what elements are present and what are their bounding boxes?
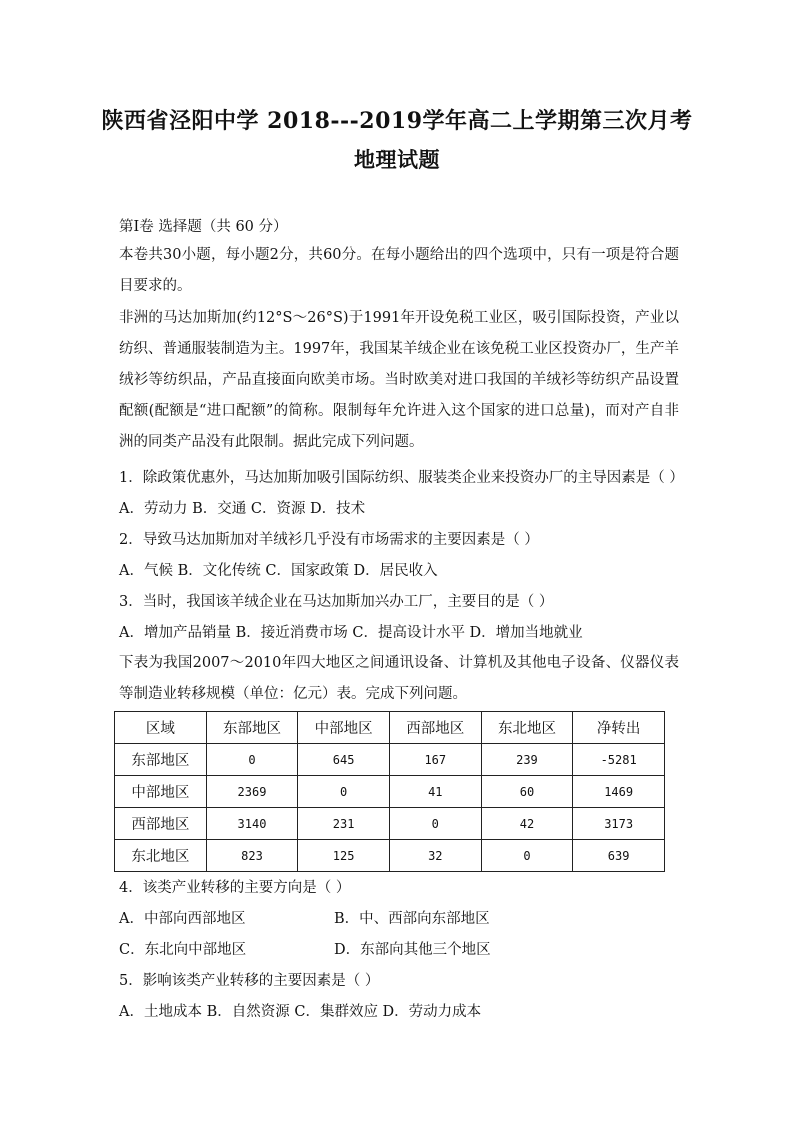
table-header-cell: 东北地区	[481, 712, 573, 744]
question-4-option-b: B．中、西部向东部地区	[334, 911, 490, 927]
question-2-stem: 2．导致马达加斯加对羊绒衫几乎没有市场需求的主要因素是（ ）	[119, 532, 539, 548]
table-cell: 60	[481, 776, 573, 808]
table-row	[115, 744, 665, 776]
table-header-cell: 中部地区	[298, 712, 390, 744]
table-header-row	[115, 712, 665, 744]
question-5-stem: 5．影响该类产业转移的主要因素是（ ）	[119, 973, 380, 989]
table-header-cell: 净转出	[573, 712, 665, 744]
question-1-options: A．劳动力 B．交通 C．资源 D．技术	[119, 501, 366, 517]
question-3-options: A．增加产品销量 B．接近消费市场 C．提高设计水平 D．增加当地就业	[119, 625, 583, 641]
question-4-option-a: A．中部向西部地区	[119, 911, 246, 927]
table-header-cell: 西部地区	[389, 712, 481, 744]
table-cell: 3173	[573, 808, 665, 840]
exam-title: 陕西省泾阳中学 2018---2019学年高二上学期第三次月考	[101, 108, 693, 134]
table-cell: 231	[298, 808, 390, 840]
question-4-option-c: C．东北向中部地区	[119, 942, 247, 958]
table-cell: 东部地区	[115, 744, 207, 776]
passage-madagascar: 非洲的马达加斯加(约12°S～26°S)于1991年开设免税工业区，吸引国际投资，产业以纺织、普通服装制造为主。1997年，我国某羊绒企业在该免税工业区投资办厂，生产羊绒衫等纺织品，产品直接面向欧美市场。当时欧美对进口我国的羊绒衫等纺织产品设置配额(配额是“进口配额”的简称。限制每年允许进入这个国家的进口总量)，而对产自非洲的同类产品没有此限制。据此完成下列问题。	[119, 310, 679, 450]
table-cell: 645	[298, 744, 390, 776]
section-heading: 第Ⅰ卷 选择题（共 60 分）	[119, 219, 288, 235]
question-4-stem: 4．该类产业转移的主要方向是（ ）	[119, 880, 351, 896]
table-cell: 东北地区	[115, 840, 207, 872]
table-cell: 41	[389, 776, 481, 808]
table-header-cell: 区域	[115, 712, 207, 744]
table-cell: 167	[389, 744, 481, 776]
table-cell: 823	[206, 840, 298, 872]
table-cell: 3140	[206, 808, 298, 840]
table-cell: 0	[389, 808, 481, 840]
table-cell: 中部地区	[115, 776, 207, 808]
table-cell: 125	[298, 840, 390, 872]
table-cell: -5281	[573, 744, 665, 776]
exam-subtitle: 地理试题	[354, 147, 440, 172]
question-5-options: A．土地成本 B．自然资源 C．集群效应 D．劳动力成本	[119, 1004, 482, 1020]
table-cell: 0	[298, 776, 390, 808]
section-intro: 本卷共30小题，每小题2分，共60分。在每小题给出的四个选项中，只有一项是符合题目要求的。	[119, 247, 679, 294]
table-cell: 西部地区	[115, 808, 207, 840]
table-cell: 32	[389, 840, 481, 872]
table-cell: 639	[573, 840, 665, 872]
table-row	[115, 840, 665, 872]
industry-transfer-table	[114, 711, 665, 872]
passage-table-intro: 下表为我国2007～2010年四大地区之间通讯设备、计算机及其他电子设备、仪器仪表等制造业转移规模（单位：亿元）表。完成下列问题。	[119, 655, 679, 702]
question-4-option-d: D．东部向其他三个地区	[334, 942, 491, 958]
table-cell: 0	[206, 744, 298, 776]
table-cell: 0	[481, 840, 573, 872]
table-row	[115, 808, 665, 840]
table-cell: 239	[481, 744, 573, 776]
table-cell: 42	[481, 808, 573, 840]
question-1-stem: 1．除政策优惠外，马达加斯加吸引国际纺织、服装类企业来投资办厂的主导因素是（ ）	[119, 470, 684, 486]
table-header-cell: 东部地区	[206, 712, 298, 744]
question-3-stem: 3．当时，我国该羊绒企业在马达加斯加兴办工厂，主要目的是（ ）	[119, 594, 554, 610]
table-cell: 1469	[573, 776, 665, 808]
question-2-options: A．气候 B．文化传统 C．国家政策 D．居民收入	[119, 563, 438, 579]
table-cell: 2369	[206, 776, 298, 808]
table-row	[115, 776, 665, 808]
